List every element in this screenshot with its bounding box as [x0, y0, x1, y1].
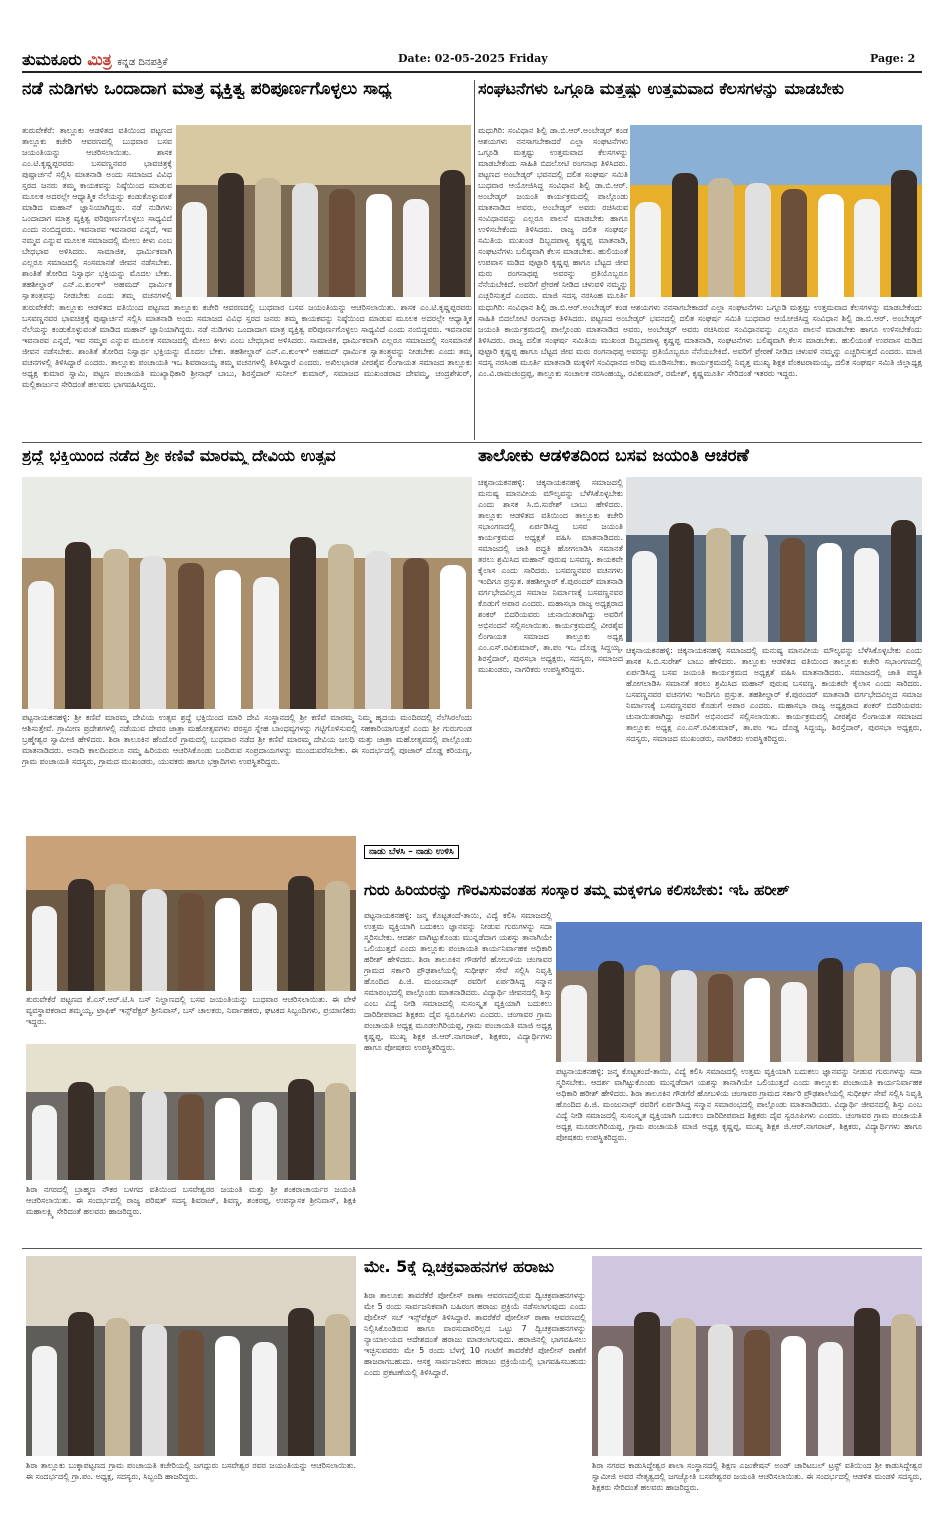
article-5-headline: ಗುರು ಹಿರಿಯರನ್ನು ಗೌರವಿಸುವಂತಹ ಸಂಸ್ಕಾರ ತಮ್ಮ ಮಕ್ಕಳಿಗೂ ಕಲಿಸಬೇಕು: ಇಓ ಹರೀಶ್: [364, 882, 790, 899]
photo-person: [140, 556, 166, 709]
masthead-title: [22, 50, 167, 70]
article-5-body: ಪಟ್ಟನಾಯಕನಹಳ್ಳಿ: ಜನ್ಮ ಕೊಟ್ಟತಂದೆ-ತಾಯಿ, ವಿದ್ಯೆ ಕಲಿಸಿ ಸಮಾಜದಲ್ಲಿ ಉತ್ತಮ ವ್ಯಕ್ತಿಯಾಗಿ ಬದುಕಲು ಜ್ಞಾನವನ್ನು ನೀಡುವ ಗುರುಗಳನ್ನು ಸದಾ ಸ್ಮರಿಸಬೇಕು. ಆದರ್ಶ ವಾಗಿಟ್ಟುಕೊಂಡು ಮುನ್ನಡೆದಾಗ ಯಶಸ್ಸು ತಾನಾಗಿಯೇ ಒಲಿಯುತ್ತದೆ ಎಂದು ತಾಲ್ಲೂಕು ಪಂಚಾಯತಿ ಕಾರ್ಯನಿರ್ವಾಹಕ ಅಧಿಕಾರಿ ಹರೀಶ್ ಹೇಳಿದರು. ಶಿರಾ ತಾಲೂಕಿನ ಗೌಡಗೆರೆ ಹೋಬಳಿಯ ಚಂಗಾವರ ಗ್ರಾಮದ ಸರ್ಕಾರಿ ಪ್ರೌಢಶಾಲೆಯಲ್ಲಿ ಸುಧೀರ್ಘ ಸೇವೆ ಸಲ್ಲಿಸಿ ನಿವೃತ್ತಿ ಹೊಂದಿದ ಪಿ.ಜಿ. ಮಂಜುನಾಥ್ ರವರಿಗೆ ಏರ್ಪಡಿಸಿದ್ದ ಸನ್ಮಾನ ಸಮಾರಂಭದಲ್ಲಿ ಪಾಲ್ಗೊಂಡು ಮಾತನಾಡಿದರು. ವಿದ್ಯಾರ್ಥಿ ಜೀವನದಲ್ಲಿ ಶಿಸ್ತು ಎಂಬ ವಿದ್ಯೆ ನೀಡಿ ಸಮಾಜದಲ್ಲಿ ಸುಸಂಸ್ಕೃತ ವ್ಯಕ್ತಿಯಾಗಿ ಬದುಕಲು ದಾರಿದೀಪವಾದ ಶಿಕ್ಷಕರು ದೈವ ಸ್ವರೂಪಿಗಳು ಎಂದರು. ಚಂಗಾವರ ಗ್ರಾಮ ಪಂಚಾಯತಿ ಅಧ್ಯಕ್ಷ ಮೂಡಲಗಿರಿಯಪ್ಪ, ಗ್ರಾಮ ಪಂಚಾಯತಿ ಮಾಜಿ ಅಧ್ಯಕ್ಷ ಕೃಷ್ಣಪ್ಪ, ಮುಖ್ಯ ಶಿಕ್ಷಕ ಜಿ.ಆರ್.ನಾಗರಾಜ್, ಶಿಕ್ಷಕರು, ವಿದ್ಯಾರ್ಥಿಗಳು ಹಾಗೂ ಪೋಷಕರು ಉಪಸ್ಥಿತರಿದ್ದರು.: [364, 911, 552, 1052]
photo-person: [708, 974, 734, 1062]
photo-person: [818, 1342, 844, 1456]
masthead-tagline: ಕನ್ನಡ ದಿನಪತ್ರಿಕೆ: [117, 57, 168, 68]
article-4-headline: ತಾಲೋಕು ಆಡಳಿತದಿಂದ ಬಸವ ಜಯಂತಿ ಆಚರಣೆ: [478, 447, 749, 466]
photo-person: [218, 173, 244, 297]
photo-person: [598, 961, 624, 1062]
photo-person: [781, 189, 807, 297]
photo-person: [669, 523, 695, 642]
photo-person: [671, 970, 697, 1062]
photo-person: [632, 551, 658, 642]
article-4-body-cont: ಚಿಕ್ಕನಾಯಕನಹಳ್ಳಿ: ಚಿಕ್ಕನಾಯಕನಹಳ್ಳಿ ಸಮಾಜದಲ್ಲಿ ಮನುಷ್ಯ ಮಾನವೀಯ ಮೌಲ್ಯವನ್ನು ಬೆಳೆಸಿಕೊಳ್ಳಬೇಕು ಎಂದು ಶಾಸಕ ಸಿ.ಬಿ.ಸುರೇಶ್ ಬಾಬು ಹೇಳಿದರು. ತಾಲ್ಲೂಕು ಆಡಳಿತದ ವತಿಯಿಂದ ತಾಲ್ಲೂಕು ಕಚೇರಿ ಸಭಾಂಗಣದಲ್ಲಿ ಏರ್ಪಡಿಸಿದ್ದ ಬಸವ ಜಯಂತಿ ಕಾರ್ಯಕ್ರಮದ ಅಧ್ಯಕ್ಷತೆ ವಹಿಸಿ ಮಾತನಾಡಿದರು. ಸಮಾಜದಲ್ಲಿ ಜಾತಿ ಪದ್ಧತಿ ಹೋಗಲಾಡಿಸಿ ಸಮಾನತೆ ತರಲು ಶ್ರಮಿಸಿದ ಮಹಾನ್ ಪುರುಷ ಬಸವಣ್ಣ. ಕಾಯಕವೇ ಕೈಲಾಸ ಎಂದು ಸಾರಿದರು. ಬಸವಣ್ಣನವರ ವಚನಗಳು ಇಂದಿಗೂ ಪ್ರಸ್ತುತ. ತಹಶೀಲ್ದಾರ್ ಕೆ.ಪುರಂದರ್ ಮಾತನಾಡಿ ವರ್ಗಭೇದವಿಲ್ಲದ ಸಮಾಜ ನಿರ್ಮಾಣಕ್ಕೆ ಬಸವಣ್ಣನವರ ಕೊಡುಗೆ ಅಪಾರ ಎಂದರು. ಮಹಾಸಭಾ ರಾಜ್ಯ ಅಧ್ಯಕ್ಷರಾದ ಶಂಕರ್ ಬಿದರಿಯವರು ಚುನಾಯಿತರಾಗಿದ್ದು ಅವರಿಗೆ ಅಭಿನಂದನೆ ಸಲ್ಲಿಸಲಾಯಿತು. ಕಾರ್ಯಕ್ರಮದಲ್ಲಿ ವೀರಶೈವ ಲಿಂಗಾಯತ ಸಮಾಜದ ತಾಲ್ಲೂಕು ಅಧ್ಯಕ್ಷ ಎಂ.ಎಸ್.ರವಿಕುಮಾರ್, ತಾ.ಪಂ ಇಒ ದೊಡ್ಡ ಸಿದ್ದಯ್ಯ, ಶಿರಸ್ತೆದಾರ್, ಪುರಸಭಾ ಅಧ್ಯಕ್ಷರು, ಸದಸ್ಯರು, ಸಮಾಜದ ಮುಖಂಡರು, ನಾಗರಿಕರು ಉಪಸ್ಥಿತರಿದ್ದರು.: [626, 646, 922, 743]
caption-panchayat-office: ಶಿರಾ ತಾಲ್ಲೂಕು ಬುಕ್ಕಾಪಟ್ಟಣದ ಗ್ರಾಮ ಪಂಚಾಯತಿ ಕಚೇರಿಯಲ್ಲಿ ಜಗದ್ಗುರು ಬಸವೇಶ್ವರ ರವರ ಜಯಂತಿಯನ್ನು ಆಚರಿಸಲಾಯಿತು. ಈ ಸಂದರ್ಭದಲ್ಲಿ ಗ್ರಾ.ಪಂ. ಅಧ್ಯಕ್ಷ, ಸದಸ್ಯರು, ಸಿಬ್ಬಂದಿ ಹಾಜರಿದ್ದರು.: [26, 1461, 356, 1481]
photo-person: [440, 170, 466, 297]
photo-person: [288, 1308, 314, 1456]
photo-person: [325, 1083, 351, 1180]
article-2-body: ಮಧುಗಿರಿ: ಸಂವಿಧಾನ ಶಿಲ್ಪಿ ಡಾ.ಬಿ.ಆರ್.ಅಂಬೇಡ್ಕರ್ ಕಂಡ ಆಶಯಗಳು ನನಸಾಗಬೇಕಾದರೆ ಎಲ್ಲಾ ಸಂಘಟನೆಗಳು ಒಗ್ಗೂಡಿ ಮತ್ತಷ್ಟು ಉತ್ತಮವಾದ ಕೆಲಸಗಳನ್ನು ಮಾಡಬೇಕೆಂದು ಸಾಹಿತಿ ಬಿದಲೋಟಿ ರಂಗನಾಥ ತಿಳಿಸಿದರು. ಪಟ್ಟಣದ ಅಂಬೇಡ್ಕರ್ ಭವನದಲ್ಲಿ ದಲಿತ ಸಂಘರ್ಷ ಸಮಿತಿ ಬುಧವಾರ ಆಯೋಜಿಸಿದ್ದ ಸಂವಿಧಾನ ಶಿಲ್ಪಿ ಡಾ.ಬಿ.ಆರ್. ಅಂಬೇಡ್ಕರ್ ಜಯಂತಿ ಕಾರ್ಯಕ್ರಮದಲ್ಲಿ ಪಾಲ್ಗೊಂಡು ಮಾತನಾಡಿದ ಅವರು, ಅಂಬೇಡ್ಕರ್ ಅವರು ರಚಿಸಿರುವ ಸಂವಿಧಾನವನ್ನು ಎಲ್ಲರೂ ಪಾಲನೆ ಮಾಡಬೇಕು ಹಾಗೂ ಉಳಿಸಬೇಕೆಂದು ತಿಳಿಸಿದರು. ರಾಜ್ಯ ದಲಿತ ಸಂಘರ್ಷ ಸಮಿತಿಯ ಮುಖಂಡ ದಿಬ್ಬದಪಾಳ್ಯ ಕೃಷ್ಣಪ್ಪ ಮಾತನಾಡಿ, ಸಂಘಟನೆಗಳು ಬಲಿಷ್ಠವಾಗಿ ಕೆಲಸ ಮಾಡಬೇಕು. ಹುಲಿಯಂತೆ ಉಪವಾಸ ಮಡಿದ ಪುಟ್ಟಾರಿ ಕೃಷ್ಣಪ್ಪ ಹಾಗೂ ಬೆಟ್ಟದ ಜೀವ ಮರು ರಂಗನಾಥಪ್ಪ ಅವರನ್ನು ಪ್ರತಿಯೊಬ್ಬರೂ ನೆನೆಯಬೇಕಿದೆ. ಅವರಿಗೆ ಪ್ರೇರಣೆ ನೀಡಿದ ಚಳುವಳಿ ನಮ್ಮನ್ನು ಎಚ್ಚರಿಸುತ್ತದೆ ಎಂದರು. ಮಾಜಿ ಸದಸ್ಯ ನರಸಿಂಹ ಮೂರ್ತಿ: [478, 126, 628, 300]
photo-person: [32, 1105, 58, 1180]
photo-person: [744, 1330, 770, 1456]
article-2-headline: ಸಂಘಟನೆಗಳು ಒಗ್ಗೂಡಿ ಮತ್ತಷ್ಟು ಉತ್ತಮವಾದ ಕೆಲಸಗಳನ್ನು ಮಾಡಬೇಕು: [478, 80, 844, 98]
photo-person: [403, 558, 429, 709]
photo-person: [178, 893, 204, 991]
photo-person: [818, 958, 844, 1062]
photo-person: [290, 537, 316, 709]
article-1-body: ತುರುವೇಕೆರೆ: ತಾಲ್ಲೂಕು ಆಡಳಿತದ ವತಿಯಿಂದ ಪಟ್ಟಣದ ತಾಲ್ಲೂಕು ಕಚೇರಿ ಆವರಣದಲ್ಲಿ ಬುಧವಾರ ಬಸವ ಜಯಂತಿಯನ್ನು ಆಚರಿಸಲಾಯಿತು. ಶಾಸಕ ಎಂ.ಟಿ.ಕೃಷ್ಣಪ್ಪರವರು ಬಸವಣ್ಣನವರ ಭಾವಚಿತ್ರಕ್ಕೆ ಪುಷ್ಪಾರ್ಚನೆ ಸಲ್ಲಿಸಿ ಮಾತನಾಡಿ ಅಂದು ಸಮಾಜದ ವಿವಿಧ ಸ್ತರದ ಜನರು ತಮ್ಮ ಕಾಯಕವನ್ನು ನಿಷ್ಠೆಯಿಂದ ಮಾಡುವ ಮೂಲಕ ಅದರಲ್ಲೇ ಆಧ್ಯಾತ್ಮಿಕ ನೆಲೆಯನ್ನು ಕಂಡುಕೊಳ್ಳುವಂತೆ ಮಾಡಿದ ಮಹಾನ್ ಜ್ಞಾನಿಯಾಗಿದ್ದರು. ನಡೆ ನುಡಿಗಳು ಒಂದಾದಾಗ ಮಾತ್ರ ವ್ಯಕ್ತಿತ್ವ ಪರಿಪೂರ್ಣಗೊಳ್ಳಲು ಸಾಧ್ಯವಿದೆ ಎಂದು ನಂಬಿದ್ದವರು. ಇವನಾರವ ಇವನಾರವ ಎನ್ನದೆ, ಇವ ನಮ್ಮವ ಎನ್ನುವ ಮೂಲಕ ಸಮಾಜದಲ್ಲಿ ಮೇಲು ಕೀಳು ಎಂಬ ಬೇಧಭಾವ ಅಳಿಸಿದರು. ಸಾಮಾಜಿಕ, ಧಾರ್ಮಿಕವಾಗಿ ಎಲ್ಲರೂ ಸಮಾಜದಲ್ಲಿ ಸಂಸಮಾನತೆ ಜೀವನ ನಡೆಸಬೇಕು. ಶಾಂತಿತೆ ತೋರಿದ ನಿಸ್ವಾರ್ಥ ಭಕ್ತಿಯನ್ನು ಮೊದಲ ಬೇಕು. ತಹಶೀಲ್ದಾರ್ ಎನ್.ಎ.ಕುಂಞಿ ಅಹಮದ್ ಧಾರ್ಮಿಕ ಸ್ವಾತಂತ್ರ್ಯವನ್ನು ನೀಡಬೇಕು ಎಂದು ತಮ್ಮ ವಚನಗಳಲ್ಲಿ: [22, 126, 172, 300]
photo-person: [292, 183, 318, 297]
photo-person: [142, 889, 168, 991]
photo-person: [854, 199, 880, 297]
article-2-body-cont: ಮಧುಗಿರಿ: ಸಂವಿಧಾನ ಶಿಲ್ಪಿ ಡಾ.ಬಿ.ಆರ್.ಅಂಬೇಡ್ಕರ್ ಕಂಡ ಆಶಯಗಳು ನನಸಾಗಬೇಕಾದರೆ ಎಲ್ಲಾ ಸಂಘಟನೆಗಳು ಒಗ್ಗೂಡಿ ಮತ್ತಷ್ಟು ಉತ್ತಮವಾದ ಕೆಲಸಗಳನ್ನು ಮಾಡಬೇಕೆಂದು ಸಾಹಿತಿ ಬಿದಲೋಟಿ ರಂಗನಾಥ ತಿಳಿಸಿದರು. ಪಟ್ಟಣದ ಅಂಬೇಡ್ಕರ್ ಭವನದಲ್ಲಿ ದಲಿತ ಸಂಘರ್ಷ ಸಮಿತಿ ಬುಧವಾರ ಆಯೋಜಿಸಿದ್ದ ಸಂವಿಧಾನ ಶಿಲ್ಪಿ ಡಾ.ಬಿ.ಆರ್. ಅಂಬೇಡ್ಕರ್ ಜಯಂತಿ ಕಾರ್ಯಕ್ರಮದಲ್ಲಿ ಪಾಲ್ಗೊಂಡು ಮಾತನಾಡಿದ ಅವರು, ಅಂಬೇಡ್ಕರ್ ಅವರು ರಚಿಸಿರುವ ಸಂವಿಧಾನವನ್ನು ಎಲ್ಲರೂ ಪಾಲನೆ ಮಾಡಬೇಕು ಹಾಗೂ ಉಳಿಸಬೇಕೆಂದು ತಿಳಿಸಿದರು. ರಾಜ್ಯ ದಲಿತ ಸಂಘರ್ಷ ಸಮಿತಿಯ ಮುಖಂಡ ದಿಬ್ಬದಪಾಳ್ಯ ಕೃಷ್ಣಪ್ಪ ಮಾತನಾಡಿ, ಸಂಘಟನೆಗಳು ಬಲಿಷ್ಠವಾಗಿ ಕೆಲಸ ಮಾಡಬೇಕು. ಹುಲಿಯಂತೆ ಉಪವಾಸ ಮಡಿದ ಪುಟ್ಟಾರಿ ಕೃಷ್ಣಪ್ಪ ಹಾಗೂ ಬೆಟ್ಟದ ಜೀವ ಮರು ರಂಗನಾಥಪ್ಪ ಅವರನ್ನು ಪ್ರತಿಯೊಬ್ಬರೂ ನೆನೆಯಬೇಕಿದೆ. ಅವರಿಗೆ ಪ್ರೇರಣೆ ನೀಡಿದ ಚಳುವಳಿ ನಮ್ಮನ್ನು ಎಚ್ಚರಿಸುತ್ತದೆ ಎಂದರು. ಮಾಜಿ ಸದಸ್ಯ ನರಸಿಂಹ ಮೂರ್ತಿ ಮಾತನಾಡಿ ಮಕ್ಕಳಿಗೆ ಸಂವಿಧಾನದ ಅರಿವು ಮೂಡಿಸಬೇಕು. ಕಾರ್ಯಕ್ರಮದಲ್ಲಿ ನಿವೃತ್ತ ಮುಖ್ಯ ಶಿಕ್ಷಕ ವೆಂಕಟರಾಮಯ್ಯ, ದಲಿತ ಸಂಘರ್ಷ ಸಮಿತಿ ಜಿಲ್ಲಾಧ್ಯಕ್ಷ ಎಂ.ವಿ.ರಾಮಚಂದ್ರಪ್ಪ, ತಾಲ್ಲೂಕು ಸಂಚಾಲಕ ನರಸಿಂಹಯ್ಯ, ರವಿಕುಮಾರ್, ರಮೇಶ್, ಕೃಷ್ಣಮೂರ್ತಿ ಸೇರಿದಂತೆ ಇತರರು ಇದ್ದರು.: [478, 303, 922, 378]
photo-person: [28, 581, 54, 709]
photo-person: [706, 528, 732, 642]
photo-temple-festival: [22, 477, 472, 709]
section-divider: [22, 442, 922, 443]
photo-person: [561, 985, 587, 1062]
photo-person: [891, 170, 917, 297]
photo-person: [68, 1082, 94, 1180]
photo-bus-stand-celebration: [26, 836, 356, 991]
photo-person: [142, 1090, 168, 1180]
photo-person: [891, 1314, 917, 1456]
photo-person: [708, 1324, 734, 1456]
photo-ambedkar-stage: [630, 125, 922, 297]
photo-person: [744, 978, 770, 1062]
article-3-headline: ಶ್ರದ್ದೆ ಭಕ್ತಿಯಿಂದ ನಡೆದ ಶ್ರೀ ಕಣಿವೆ ಮಾರಮ್ಮ ದೇವಿಯ ಉತ್ಸವ: [22, 447, 336, 465]
photo-person: [252, 1342, 278, 1456]
photo-person: [743, 533, 769, 642]
photo-person: [635, 202, 661, 297]
photo-person: [215, 1098, 241, 1180]
photo-person: [68, 1312, 94, 1456]
article-5-body-cont: ಪಟ್ಟನಾಯಕನಹಳ್ಳಿ: ಜನ್ಮ ಕೊಟ್ಟತಂದೆ-ತಾಯಿ, ವಿದ್ಯೆ ಕಲಿಸಿ ಸಮಾಜದಲ್ಲಿ ಉತ್ತಮ ವ್ಯಕ್ತಿಯಾಗಿ ಬದುಕಲು ಜ್ಞಾನವನ್ನು ನೀಡುವ ಗುರುಗಳನ್ನು ಸದಾ ಸ್ಮರಿಸಬೇಕು. ಆದರ್ಶ ವಾಗಿಟ್ಟುಕೊಂಡು ಮುನ್ನಡೆದಾಗ ಯಶಸ್ಸು ತಾನಾಗಿಯೇ ಒಲಿಯುತ್ತದೆ ಎಂದು ತಾಲ್ಲೂಕು ಪಂಚಾಯತಿ ಕಾರ್ಯನಿರ್ವಾಹಕ ಅಧಿಕಾರಿ ಹರೀಶ್ ಹೇಳಿದರು. ಶಿರಾ ತಾಲೂಕಿನ ಗೌಡಗೆರೆ ಹೋಬಳಿಯ ಚಂಗಾವರ ಗ್ರಾಮದ ಸರ್ಕಾರಿ ಪ್ರೌಢಶಾಲೆಯಲ್ಲಿ ಸುಧೀರ್ಘ ಸೇವೆ ಸಲ್ಲಿಸಿ ನಿವೃತ್ತಿ ಹೊಂದಿದ ಪಿ.ಜಿ. ಮಂಜುನಾಥ್ ರವರಿಗೆ ಏರ್ಪಡಿಸಿದ್ದ ಸನ್ಮಾನ ಸಮಾರಂಭದಲ್ಲಿ ಪಾಲ್ಗೊಂಡು ಮಾತನಾಡಿದರು. ವಿದ್ಯಾರ್ಥಿ ಜೀವನದಲ್ಲಿ ಶಿಸ್ತು ಎಂಬ ವಿದ್ಯೆ ನೀಡಿ ಸಮಾಜದಲ್ಲಿ ಸುಸಂಸ್ಕೃತ ವ್ಯಕ್ತಿಯಾಗಿ ಬದುಕಲು ದಾರಿದೀಪವಾದ ಶಿಕ್ಷಕರು ದೈವ ಸ್ವರೂಪಿಗಳು ಎಂದರು. ಚಂಗಾವರ ಗ್ರಾಮ ಪಂಚಾಯತಿ ಅಧ್ಯಕ್ಷ ಮೂಡಲಗಿರಿಯಪ್ಪ, ಗ್ರಾಮ ಪಂಚಾಯತಿ ಮಾಜಿ ಅಧ್ಯಕ್ಷ ಕೃಷ್ಣಪ್ಪ, ಮುಖ್ಯ ಶಿಕ್ಷಕ ಜಿ.ಆರ್.ನಾಗರಾಜ್, ಶಿಕ್ಷಕರು, ವಿದ್ಯಾರ್ಥಿಗಳು ಹಾಗೂ ಪೋಷಕರು ಉಪಸ್ಥಿತರಿದ್ದರು.: [556, 1067, 922, 1142]
photo-panchayat-office: [26, 1256, 356, 1456]
photo-person: [780, 538, 806, 642]
photo-person: [215, 1336, 241, 1456]
photo-person: [818, 194, 844, 297]
photo-felicitation-basava: [176, 125, 471, 297]
article-3-body: ಪಟ್ಟನಾಯಕನಹಳ್ಳಿ: ಶ್ರೀ ಕಣಿವೆ ಮಾರಮ್ಮ ದೇವಿಯ ಉತ್ಸವ ಶ್ರದ್ದೆ ಭಕ್ತಿಯಿಂದ ಮಾರಿ ದೇವಿ ಸಂಸ್ಥಾನದಲ್ಲಿ ಶ್ರೀ ಕಣಿವೆ ಮಾರಮ್ಮ ನಿಮ್ಮ ಹೃದಯ ಮಂದಿರದಲ್ಲಿ ನೆಲೆಸಿರಲೆಂದು ಆಶಿಸುತ್ತೇವೆ. ಗ್ರಾಮೀಣ ಪ್ರದೇಶಗಳಲ್ಲಿ ನಡೆಯುವ ದೇವರ ಜಾತ್ರಾ ಮಹೋತ್ಸವಗಳು ಪರಸ್ಪರ ಸ್ನೇಹ ಬಾಂಧವ್ಯಗಳನ್ನು ಗಟ್ಟಿಗೊಳಿಸುವಲ್ಲಿ ಸಹಕಾರಿಯಾಗುತ್ತವೆ ಎಂದು ಶ್ರೀ ಗುರುಗುಂಡ ಬ್ರಹ್ಮೇಶ್ವರ ಸ್ವಾಮೀಜಿ ಹೇಳಿದರು. ಶಿರಾ ತಾಲೂಕಿನ ಹೆಂದೊರೆ ಗ್ರಾಮದಲ್ಲಿ ಬುಧವಾರ ನಡೆದ ಶ್ರೀ ಕಣಿವೆ ಮಾರಮ್ಮ ದೇವಿಯ ಜಲಧಿ ಮತ್ತು ಜಾತ್ರಾ ಮಹೋತ್ಸವದಲ್ಲಿ ಪಾಲ್ಗೊಂಡು ಮಾತನಾಡಿದರು. ಅನಾದಿ ಕಾಲದಿಂದಲೂ ನಮ್ಮ ಹಿರಿಯರು ಆಚರಿಸಿಕೊಂಡು ಬಂದಿರುವ ಸಂಪ್ರದಾಯಗಳನ್ನು ಮುಂದುವರೆಸಬೇಕು. ಈ ಸಂದರ್ಭದಲ್ಲಿ ಪೂಜಾರ್ ದೊಡ್ಡ ಕರಿಯಣ್ಣ, ಗ್ರಾಮ ಪಂಚಾಯತಿ ಸದಸ್ಯರು, ಗ್ರಾಮದ ಮುಖಂಡರು, ಯುವಕರು ಹಾಗೂ ಭಕ್ತಾದಿಗಳು ಉಪಸ್ಥಿತರಿದ್ದರು.: [22, 713, 472, 766]
photo-person: [252, 1102, 278, 1180]
article-1-headline: ನಡೆ ನುಡಿಗಳು ಒಂದಾದಾಗ ಮಾತ್ರ ವ್ಯಕ್ತಿತ್ವ ಪರಿಪೂರ್ಣಗೊಳ್ಳಲು ಸಾಧ್ಯ: [22, 80, 392, 99]
photo-person: [288, 1079, 314, 1180]
photo-person: [325, 881, 351, 991]
photo-person: [329, 189, 355, 297]
photo-person: [634, 1312, 660, 1456]
photo-person: [178, 1094, 204, 1180]
masthead-name-a: ತುಮಕೂರು: [22, 50, 82, 69]
masthead-rule: [22, 71, 922, 73]
photo-person: [252, 903, 278, 991]
caption-brahmana-balaga: ಶಿರಾ ನಗರದಲ್ಲಿ ಬ್ರಾಹ್ಮಣ ನೌಕರ ಬಳಗದ ವತಿಯಿಂದ ಬಸವೇಶ್ವರರ ಜಯಂತಿ ಮತ್ತು ಶ್ರೀ ಶಂಕರಾಚಾರ್ಯರ ಜಯಂತಿ ಆಚರಿಸಲಾಯಿತು. ಈ ಸಂದರ್ಭದಲ್ಲಿ ರಾಜ್ಯ ಪರಿಷತ್ ಸದಸ್ಯ ಶಿವರಾಜ್, ಶಿವಣ್ಣ, ಶಂಕರಪ್ಪ, ಉಪನ್ಯಾಸಕ ಶ್ರೀನಿವಾಸ್, ಶಿಕ್ಷಕಿ ಮಹಾಲಕ್ಷ್ಮಿ ಸೇರಿದಂತೆ ಹಲವರು ಹಾಜರಿದ್ದರು.: [26, 1185, 356, 1216]
photo-person: [708, 178, 734, 297]
photo-person: [854, 548, 880, 642]
photo-person: [32, 1346, 58, 1456]
photo-person: [781, 982, 807, 1062]
photo-person: [854, 963, 880, 1062]
photo-person: [672, 173, 698, 297]
photo-person: [671, 1318, 697, 1456]
article-1-body-cont: ತುರುವೇಕೆರೆ: ತಾಲ್ಲೂಕು ಆಡಳಿತದ ವತಿಯಿಂದ ಪಟ್ಟಣದ ತಾಲ್ಲೂಕು ಕಚೇರಿ ಆವರಣದಲ್ಲಿ ಬುಧವಾರ ಬಸವ ಜಯಂತಿಯನ್ನು ಆಚರಿಸಲಾಯಿತು. ಶಾಸಕ ಎಂ.ಟಿ.ಕೃಷ್ಣಪ್ಪರವರು ಬಸವಣ್ಣನವರ ಭಾವಚಿತ್ರಕ್ಕೆ ಪುಷ್ಪಾರ್ಚನೆ ಸಲ್ಲಿಸಿ ಮಾತನಾಡಿ ಅಂದು ಸಮಾಜದ ವಿವಿಧ ಸ್ತರದ ಜನರು ತಮ್ಮ ಕಾಯಕವನ್ನು ನಿಷ್ಠೆಯಿಂದ ಮಾಡುವ ಮೂಲಕ ಅದರಲ್ಲೇ ಆಧ್ಯಾತ್ಮಿಕ ನೆಲೆಯನ್ನು ಕಂಡುಕೊಳ್ಳುವಂತೆ ಮಾಡಿದ ಮಹಾನ್ ಜ್ಞಾನಿಯಾಗಿದ್ದರು. ನಡೆ ನುಡಿಗಳು ಒಂದಾದಾಗ ಮಾತ್ರ ವ್ಯಕ್ತಿತ್ವ ಪರಿಪೂರ್ಣಗೊಳ್ಳಲು ಸಾಧ್ಯವಿದೆ ಎಂದು ನಂಬಿದ್ದವರು. ಇವನಾರವ ಇವನಾರವ ಎನ್ನದೆ, ಇವ ನಮ್ಮವ ಎನ್ನುವ ಮೂಲಕ ಸಮಾಜದಲ್ಲಿ ಮೇಲು ಕೀಳು ಎಂಬ ಬೇಧಭಾವ ಅಳಿಸಿದರು. ಸಾಮಾಜಿಕ, ಧಾರ್ಮಿಕವಾಗಿ ಎಲ್ಲರೂ ಸಮಾಜದಲ್ಲಿ ಸಂಸಮಾನತೆ ಜೀವನ ನಡೆಸಬೇಕು. ಶಾಂತಿತೆ ತೋರಿದ ನಿಸ್ವಾರ್ಥ ಭಕ್ತಿಯನ್ನು ಮೊದಲ ಬೇಕು. ತಹಶೀಲ್ದಾರ್ ಎನ್.ಎ.ಕುಂಞಿ ಅಹಮದ್ ಧಾರ್ಮಿಕ ಸ್ವಾತಂತ್ರ್ಯವನ್ನು ನೀಡಬೇಕು ಎಂದು ತಮ್ಮ ವಚನಗಳಲ್ಲಿ ತಿಳಿಸಿದ್ದಾರೆ ಎಂದರು. ತಾಲ್ಲೂಕು ಪಂಚಾಯತಿ ಇಒ ಶಿವರಾಜಯ್ಯ ತಮ್ಮ ವಚನಗಳಲ್ಲಿ ತಿಳಿಸಿದ್ದಾರೆ ಎಂದರು. ಅಖಿಲಭಾರತ ವೀರಶೈವ ಲಿಂಗಾಯತ ಸಮಾಜದ ತಾಲ್ಲೂಕು ಅಧ್ಯಕ್ಷ ಕುಮಾರ ಸ್ವಾಮಿ, ಪಟ್ಟಣ ಪಂಚಾಯತಿ ಮುಖ್ಯಾಧಿಕಾರಿ ಶ್ರೀನಾಥ್ ಬಾಬು, ಶಿರಸ್ತೆದಾರ್ ಸುನೀಲ್ ಕುಮಾರ್, ಸಮಾಜದ ಮುಖಂಡರಾದ ದೇವಮ್ಮ, ಚಂದ್ರಶೇಖರ್, ಮಲ್ಲಿಕಾರ್ಜುನ ಸೇರಿದಂತೆ ಹಲವರು ಭಾಗವಹಿಸಿದ್ದರು.: [22, 303, 472, 389]
photo-person: [403, 199, 429, 297]
photo-person: [325, 1314, 351, 1456]
photo-person: [891, 520, 917, 642]
caption-kadusiddeshwara-trust: ಶಿರಾ ನಗರದ ಕಾಡುಸಿದ್ದೇಶ್ವರ ಶಾಲಾ ಸಂಸ್ಥಾನದಲ್ಲಿ ಶಿಕ್ಷಣ ಎಜುಕೇಷನ್ ಅಂಡ್ ಚಾರಿಟಬಲ್ ಟ್ರಸ್ಟ್ ವತಿಯಿಂದ ಶ್ರೀ ಕಾಡುಸಿದ್ದೇಶ್ವರ ಸ್ವಾಮೀಜಿ ಅವರ ನೇತೃತ್ವದಲ್ಲಿ ಜಗಜ್ಯೋತಿ ಬಸವೇಶ್ವರರ ಜಯಂತಿ ಆಚರಿಸಲಾಯಿತು. ಈ ಸಂದರ್ಭದಲ್ಲಿ ಆಡಳಿತ ಮಂಡಳಿ ಸದಸ್ಯರು, ಶಿಕ್ಷಕರು ಸೇರಿದಂತೆ ಹಲವರು ಹಾಜರಿದ್ದರು.: [592, 1461, 922, 1492]
column-divider: [474, 80, 475, 440]
photo-person: [854, 1308, 880, 1456]
photo-person: [68, 879, 94, 991]
photo-person: [105, 1086, 131, 1180]
photo-person: [745, 183, 771, 297]
photo-teacher-felicitation: [556, 922, 922, 1062]
photo-person: [817, 543, 843, 642]
photo-person: [103, 549, 129, 709]
photo-person: [365, 551, 391, 709]
photo-brahmana-balaga: [26, 1044, 356, 1180]
photo-person: [328, 544, 354, 709]
photo-person: [255, 178, 281, 297]
photo-person: [891, 967, 917, 1062]
photo-person: [366, 194, 392, 297]
photo-kadusiddeshwara-trust: [592, 1256, 922, 1456]
masthead-name-b: ಮಿತ್ರ: [87, 50, 112, 69]
photo-person: [215, 570, 241, 709]
photo-person: [215, 898, 241, 991]
photo-person: [288, 876, 314, 991]
page-number: Page: 2: [870, 52, 916, 65]
photo-person: [178, 563, 204, 709]
article-6-headline: ಮೇ. 5ಕ್ಕೆ ದ್ವಿಚಕ್ರವಾಹನಗಳ ಹರಾಜು: [364, 1258, 555, 1276]
photo-person: [142, 1324, 168, 1456]
section-tag: ನಾಡು ಬೆಳಸಿ – ನಾಡು ಉಳಿಸಿ: [364, 845, 459, 859]
photo-person: [598, 1346, 624, 1456]
photo-person: [440, 565, 466, 709]
photo-person: [182, 202, 208, 297]
article-6-body: ಶಿರಾ ತಾಲೂಕು ತಾವರೆಕೆರೆ ಪೋಲೀಸ್ ಠಾಣಾ ಆವರಣದಲ್ಲಿರುವ ದ್ವಿಚಕ್ರವಾಹನಗಳನ್ನು ಮೇ 5 ರಂದು ಸಾರ್ವಜನಿಕವಾಗಿ ಬಹಿರಂಗ ಹರಾಜು ಪ್ರಕ್ರಿಯೆ ನಡೆಸಲಾಗುವುದು ಎಂದು ಪೊಲೀಸ್ ಸಬ್ ಇನ್ಸ್‌ಪೆಕ್ಟರ್ ತಿಳಿಸಿದ್ದಾರೆ. ತಾವರೆಕೆರೆ ಪೋಲೀಸ್ ಠಾಣಾ ಆವರಣದಲ್ಲಿ ನಿಲ್ಲಿಸಿಕೊಂಡಿರುವ ಹಾಗೂ ವಾರಸುದಾರರಿಲ್ಲದ ಒಟ್ಟು 7 ದ್ವಿಚಕ್ರವಾಹನಗಳನ್ನು ನ್ಯಾಯಾಲಯದ ಆದೇಶದಂತೆ ಹರಾಜು ಮಾಡಲಾಗುವುದು. ಹರಾಜಿನಲ್ಲಿ ಭಾಗವಹಿಸಲು ಇಚ್ಛಿಸುವವರು ಮೇ 5 ರಂದು ಬೆಳಗ್ಗೆ 10 ಗಂಟೆಗೆ ತಾವರೆಕೆರೆ ಪೋಲೀಸ್ ಠಾಣೆಗೆ ಹಾಜರಾಗಬಹುದು. ಆಸಕ್ತ ಸಾರ್ವಜನಿಕರು ಹರಾಜು ಪ್ರಕ್ರಿಯೆಯಲ್ಲಿ ಭಾಗವಹಿಸಬಹುದು ಎಂದು ಪ್ರಕಟಣೆಯಲ್ಲಿ ತಿಳಿಸಿದ್ದಾರೆ.: [364, 1291, 586, 1377]
section-divider-bottom: [22, 1248, 922, 1249]
photo-person: [105, 884, 131, 991]
photo-person: [635, 965, 661, 1062]
photo-person: [32, 906, 58, 991]
photo-person: [781, 1336, 807, 1456]
article-4-body: ಚಿಕ್ಕನಾಯಕನಹಳ್ಳಿ: ಚಿಕ್ಕನಾಯಕನಹಳ್ಳಿ ಸಮಾಜದಲ್ಲಿ ಮನುಷ್ಯ ಮಾನವೀಯ ಮೌಲ್ಯವನ್ನು ಬೆಳೆಸಿಕೊಳ್ಳಬೇಕು ಎಂದು ಶಾಸಕ ಸಿ.ಬಿ.ಸುರೇಶ್ ಬಾಬು ಹೇಳಿದರು. ತಾಲ್ಲೂಕು ಆಡಳಿತದ ವತಿಯಿಂದ ತಾಲ್ಲೂಕು ಕಚೇರಿ ಸಭಾಂಗಣದಲ್ಲಿ ಏರ್ಪಡಿಸಿದ್ದ ಬಸವ ಜಯಂತಿ ಕಾರ್ಯಕ್ರಮದ ಅಧ್ಯಕ್ಷತೆ ವಹಿಸಿ ಮಾತನಾಡಿದರು. ಸಮಾಜದಲ್ಲಿ ಜಾತಿ ಪದ್ಧತಿ ಹೋಗಲಾಡಿಸಿ ಸಮಾನತೆ ತರಲು ಶ್ರಮಿಸಿದ ಮಹಾನ್ ಪುರುಷ ಬಸವಣ್ಣ. ಕಾಯಕವೇ ಕೈಲಾಸ ಎಂದು ಸಾರಿದರು. ಬಸವಣ್ಣನವರ ವಚನಗಳು ಇಂದಿಗೂ ಪ್ರಸ್ತುತ. ತಹಶೀಲ್ದಾರ್ ಕೆ.ಪುರಂದರ್ ಮಾತನಾಡಿ ವರ್ಗಭೇದವಿಲ್ಲದ ಸಮಾಜ ನಿರ್ಮಾಣಕ್ಕೆ ಬಸವಣ್ಣನವರ ಕೊಡುಗೆ ಅಪಾರ ಎಂದರು. ಮಹಾಸಭಾ ರಾಜ್ಯ ಅಧ್ಯಕ್ಷರಾದ ಶಂಕರ್ ಬಿದರಿಯವರು ಚುನಾಯಿತರಾಗಿದ್ದು ಅವರಿಗೆ ಅಭಿನಂದನೆ ಸಲ್ಲಿಸಲಾಯಿತು. ಕಾರ್ಯಕ್ರಮದಲ್ಲಿ ವೀರಶೈವ ಲಿಂಗಾಯತ ಸಮಾಜದ ತಾಲ್ಲೂಕು ಅಧ್ಯಕ್ಷ ಎಂ.ಎಸ್.ರವಿಕುಮಾರ್, ತಾ.ಪಂ ಇಒ ದೊಡ್ಡ ಸಿದ್ದಯ್ಯ, ಶಿರಸ್ತೆದಾರ್, ಪುರಸಭಾ ಅಧ್ಯಕ್ಷರು, ಸದಸ್ಯರು, ಸಮಾಜದ ಮುಖಂಡರು, ನಾಗರಿಕರು ಉಪಸ್ಥಿತರಿದ್ದರು.: [478, 478, 623, 674]
photo-person: [253, 577, 279, 709]
caption-bus-stand: ತುರುವೇಕೆರೆ ಪಟ್ಟಣದ ಕೆ.ಎಸ್.ಆರ್.ಟಿ.ಸಿ ಬಸ್ ನಿಲ್ದಾಣದಲ್ಲಿ ಬಸವ ಜಯಂತಿಯನ್ನು ಬುಧವಾರ ಆಚರಿಸಲಾಯಿತು. ಈ ವೇಳೆ ವ್ಯವಸ್ಥಾಪಕರಾದ ತಮ್ಮಯ್ಯ, ಟ್ರಾಫಿಕ್ ಇನ್ಸ್‌ಪೆಕ್ಟರ್ ಶ್ರೀನಿವಾಸ್, ಬಸ್ ಚಾಲಕರು, ನಿರ್ವಾಹಕರು, ಘಟಕದ ಸಿಬ್ಬಂದಿಗಳು, ಪ್ರಯಾಣಿಕರು ಇದ್ದರು.: [26, 995, 356, 1026]
photo-person: [178, 1330, 204, 1456]
photo-person: [105, 1318, 131, 1456]
photo-person: [65, 542, 91, 709]
photo-taluk-basava-hall: [626, 477, 922, 642]
issue-date: Date: 02-05-2025 Friday: [398, 52, 548, 65]
